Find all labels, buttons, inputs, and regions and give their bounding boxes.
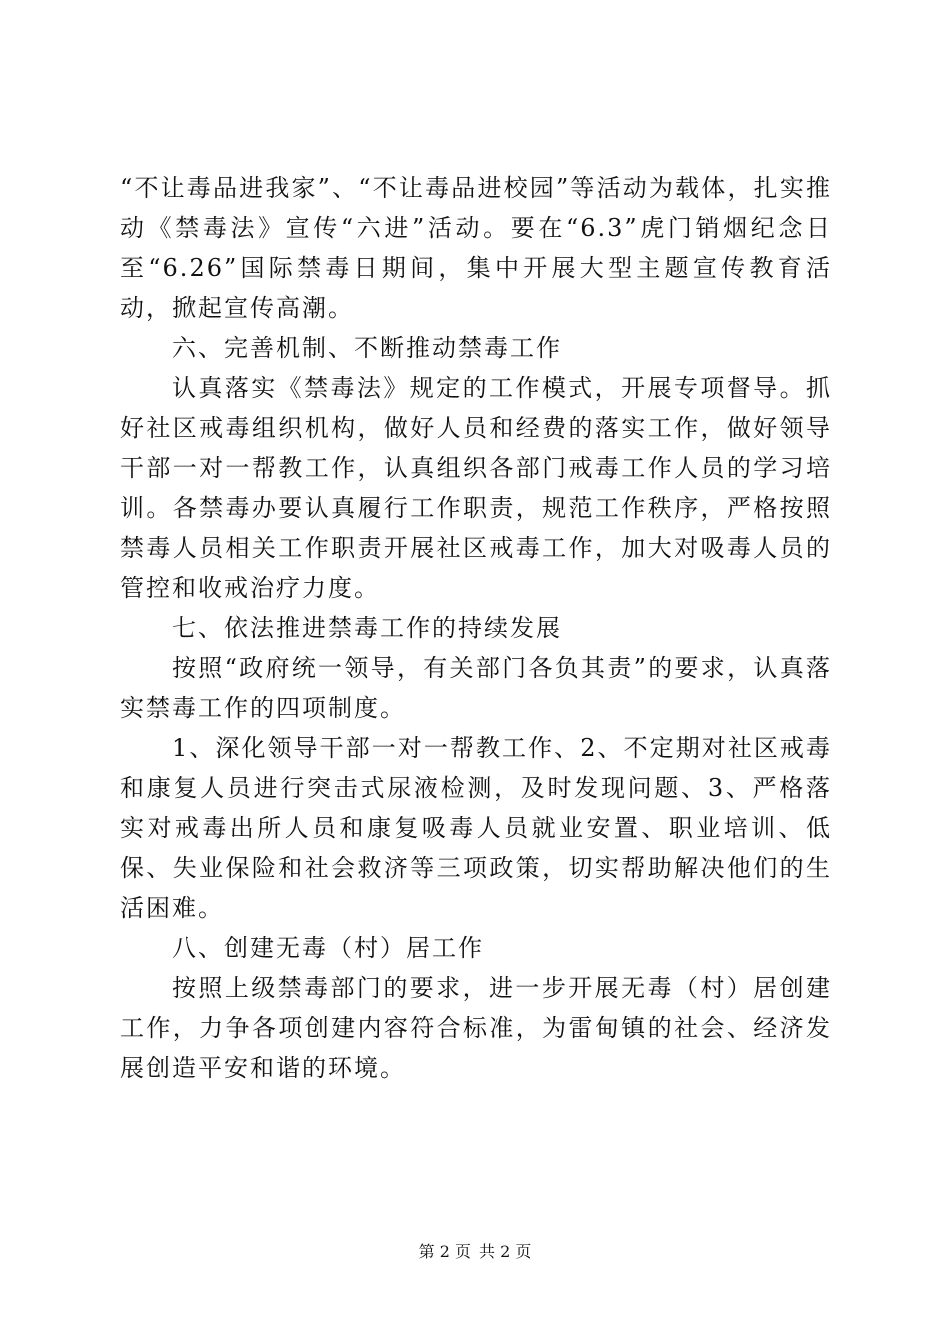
page-total: 共 2 页	[479, 1242, 532, 1261]
paragraph-activities-continued: “不让毒品进我家”、“不让毒品进校园”等活动为载体，扎实推动《禁毒法》宣传“六进”活动。要在“6.3”虎门销烟纪念日至“6.26”国际禁毒日期间，集中开展大型主题宣传教育活动，掀起宣传高潮。	[120, 174, 832, 322]
section-heading-seven: 七、依法推进禁毒工作的持续发展	[172, 614, 562, 642]
section-heading-six: 六、完善机制、不断推动禁毒工作	[172, 334, 562, 362]
page-footer	[0, 1242, 950, 1262]
paragraph-section-seven: 按照“政府统一领导，有关部门各负其责”的要求，认真落实禁毒工作的四项制度。	[120, 654, 832, 722]
document-body	[120, 168, 832, 1088]
paragraph-section-seven-items: 1、深化领导干部一对一帮教工作、2、不定期对社区戒毒和康复人员进行突击式尿液检测，及时发现问题、3、严格落实对戒毒出所人员和康复吸毒人员就业安置、职业培训、低保、失业保险和社会救济等三项政策，切实帮助解决他们的生活困难。	[120, 734, 832, 922]
section-heading-eight: 八、创建无毒（村）居工作	[172, 934, 484, 962]
paragraph-section-eight: 按照上级禁毒部门的要求，进一步开展无毒（村）居创建工作，力争各项创建内容符合标准，为雷甸镇的社会、经济发展创造平安和谐的环境。	[120, 974, 832, 1082]
page-number: 第 2 页	[418, 1242, 471, 1261]
paragraph-section-six: 认真落实《禁毒法》规定的工作模式，开展专项督导。抓好社区戒毒组织机构，做好人员和经费的落实工作，做好领导干部一对一帮教工作，认真组织各部门戒毒工作人员的学习培训。各禁毒办要认真履行工作职责，规范工作秩序，严格按照禁毒人员相关工作职责开展社区戒毒工作，加大对吸毒人员的管控和收戒治疗力度。	[120, 374, 832, 602]
